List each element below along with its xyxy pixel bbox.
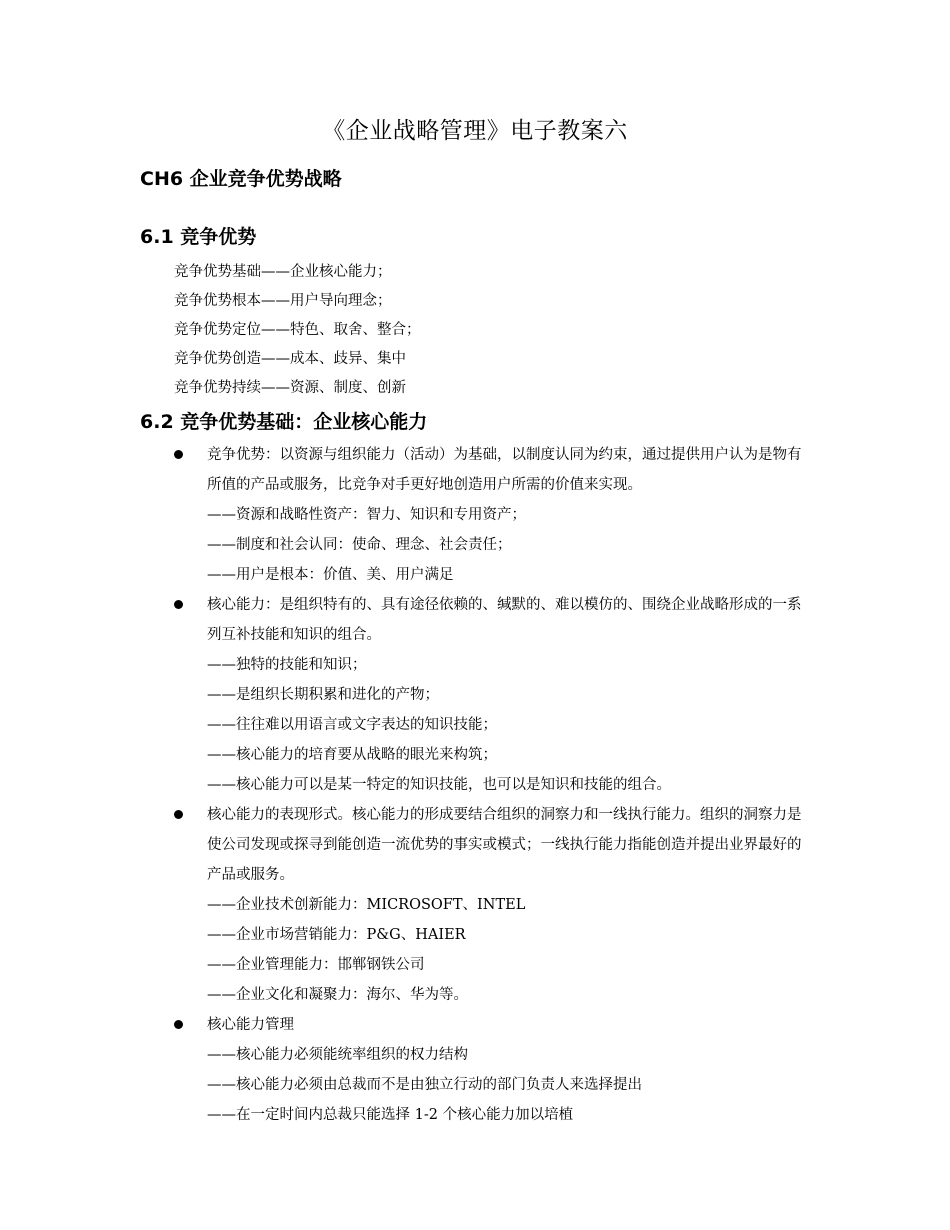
bullet-block (174, 590, 814, 800)
list-item: 竞争优势持续——资源、制度、创新 (174, 380, 406, 396)
bullet-dot-icon (174, 810, 183, 819)
bullet-block (174, 800, 814, 1010)
sub-line: ——在一定时间内总裁只能选择 1-2 个核心能力加以培植 (207, 1107, 574, 1123)
sub-line: ——核心能力必须由总裁而不是由独立行动的部门负责人来选择提出 (207, 1077, 642, 1093)
bullet-paragraph: 核心能力：是组织特有的、具有途径依赖的、缄默的、难以模仿的、围绕企业战略形成的一系列互补技能和知识的组合。 (207, 597, 802, 643)
list-item: 竞争优势基础——企业核心能力； (174, 264, 392, 280)
bullet-paragraph: 竞争优势：以资源与组织能力（活动）为基础，以制度认同为约束，通过提供用户认为是物有所值的产品或服务，比竞争对手更好地创造用户所需的价值来实现。 (207, 447, 802, 493)
sub-line: ——核心能力必须能统率组织的权力结构 (207, 1047, 468, 1063)
bullet-dot-icon (174, 450, 183, 459)
sub-line: ——往往难以用语言或文字表达的知识技能； (207, 717, 497, 733)
sub-line: ——企业管理能力：邯郸钢铁公司 (207, 957, 425, 973)
chapter-heading: CH6 企业竞争优势战略 (140, 168, 342, 190)
sub-line: ——资源和战略性资产：智力、知识和专用资产； (207, 507, 526, 523)
sub-line: ——企业技术创新能力：MICROSOFT、INTEL (207, 897, 526, 913)
sub-line: ——核心能力可以是某一特定的知识技能，也可以是知识和技能的组合。 (207, 777, 671, 793)
bullet-block (174, 1010, 814, 1130)
sub-line: ——制度和社会认同：使命、理念、社会责任； (207, 537, 512, 553)
sub-line: ——用户是根本：价值、美、用户满足 (207, 567, 454, 583)
competitive-advantage-list (174, 258, 421, 403)
bullet-block (174, 440, 814, 590)
sub-line: ——是组织长期积累和进化的产物； (207, 687, 439, 703)
sub-line: ——企业文化和凝聚力：海尔、华为等。 (207, 987, 468, 1003)
bullet-dot-icon (174, 600, 183, 609)
bullet-paragraph: 核心能力管理 (207, 1017, 294, 1033)
section-heading-6-2: 6.2 竞争优势基础：企业核心能力 (140, 411, 428, 433)
bullet-paragraph: 核心能力的表现形式。核心能力的形成要结合组织的洞察力和一线执行能力。组织的洞察力是使公司发现或探寻到能创造一流优势的事实或模式；一线执行能力指能创造并提出业界最好的产品或服务。 (207, 807, 802, 883)
section-heading-6-1: 6.1 竞争优势 (140, 226, 257, 248)
core-competence-bullets (174, 440, 814, 1130)
list-item: 竞争优势定位——特色、取舍、整合； (174, 322, 421, 338)
sub-line: ——核心能力的培育要从战略的眼光来构筑； (207, 747, 497, 763)
list-item: 竞争优势创造——成本、歧异、集中 (174, 351, 406, 367)
document-title: 《企业战略管理》电子教案六 (322, 118, 628, 144)
bullet-dot-icon (174, 1020, 183, 1029)
list-item: 竞争优势根本——用户导向理念； (174, 293, 392, 309)
sub-line: ——企业市场营销能力：P&G、HAIER (207, 927, 466, 943)
sub-line: ——独特的技能和知识； (207, 657, 367, 673)
